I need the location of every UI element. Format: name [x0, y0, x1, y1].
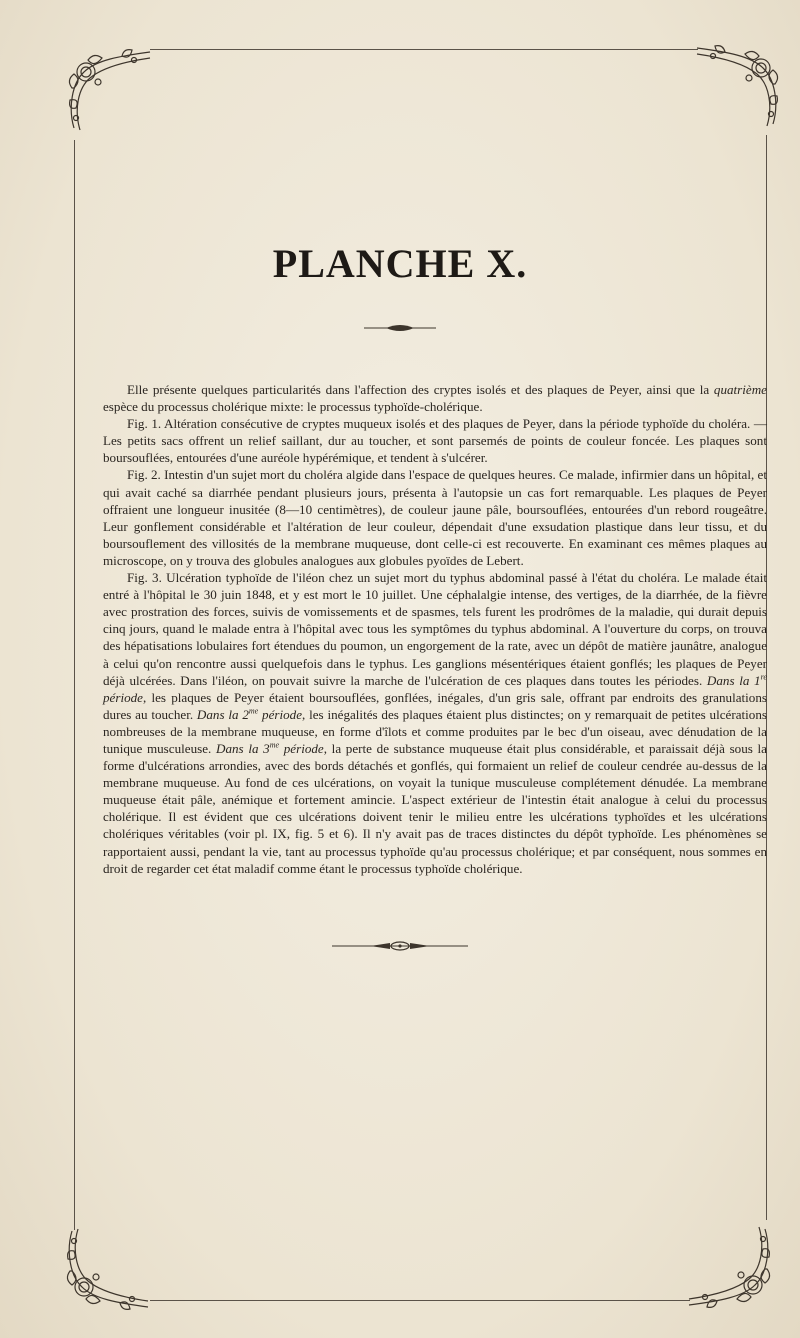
period-1-label: Dans la 1re période [103, 672, 767, 705]
corner-ornament-top-right [690, 44, 785, 139]
corner-ornament-top-left [62, 48, 157, 143]
end-ornament [330, 940, 470, 952]
frame-left-line [74, 140, 75, 1230]
fig1-paragraph: Fig. 1. Altération consécutive de cryptes muqueux isolés et des plaques de Peyer, dans la période typhoïde du choléra. — Les petits sacs offrent un relief saillant, dur au toucher, et sont parsemés de points de couleur foncée. Les plaques sont boursouflées, entourées d'une auréole hypérémique, et tendent à s'ulcérer. [103, 416, 767, 466]
frame-bottom-line [150, 1300, 690, 1301]
fig2-paragraph: Fig. 2. Intestin d'un sujet mort du choléra algide dans l'espace de quelques heures. Ce malade, infirmier dans un hôpital, et qui avait caché sa diarrhée pendant plusieurs jours, présenta à l'autopsie un cas fort remarquable. Les plaques de Peyer offraient une longueur inusitée (8—10 centimètres), de couleur jaune pâle, boursouflées, entourées d'un rebord rougeâtre. Leur gonflement considérable et l'altération de leur couleur, dépendait d'une exsudation plastique dans leur tissu, et du boursouflement des villosités de la membrane muqueuse, dont celle-ci est recouverte. En examinant ces mêmes plaques au microscope, on y trouva des globules analogues aux globules pyoïdes de Lebert. [103, 467, 767, 568]
intro-paragraph: Elle présente quelques particularités dans l'affection des cryptes isolés et des plaques de Peyer, ainsi que la quatrième espèce du processus cholérique mixte: le processus typhoïde-cholérique. [103, 382, 767, 415]
page-title: PLANCHE X. [272, 241, 528, 286]
period-2-label: Dans la $2^{me}$ période [196, 706, 303, 722]
title-ornament [362, 322, 438, 334]
body-text [103, 381, 767, 877]
corner-ornament-bottom-left [60, 1216, 155, 1311]
corner-ornament-bottom-right [682, 1214, 777, 1309]
frame-top-line [150, 49, 698, 50]
fig3-paragraph: Fig. 3. Ulcération typhoïde de l'iléon chez un sujet mort du typhus abdominal passé à l'état du choléra. Le malade était entré à l'hôpital le 30 juin 1848, et y est mort le 10 juillet. Une céphalalgie intense, des vertiges, de la diarrhée, de la fièvre avec prostration des forces, suivis de vomissements et de spasmes, tels furent les prodrômes de la maladie, qui durait depuis cinq jours, quand le malade entra à l'hôpital avec tous les symptômes du typhus abdominal. A l'ouverture du corps, on trouva des hépatisations lobulaires fort étendues du poumon, un engorgement de la rate, avec un dépôt de matière jaunâtre, analogue à celui qu'on rencontre aussi quelquefois dans le typhus. Les ganglions mésentériques étaient gonflés; les plaques de Peyer déjà ulcérées. Dans l'iléon, on pouvait suivre la marche de l'ulcération de ces plaques dans toutes les périodes. Dans la 1re période, les plaques de Peyer étaient boursouflées, gonflées, inégales, d'un gris sale, offrant par endroits des granulations dures au toucher. Dans la $2^{me}$ période, les inégalités des plaques étaient plus distinctes; on y remarquait de petites ulcérations nombreuses de la membrane muqueuse, en forme d'îlots et comme produites par le bec d'un oiseau, avec dénudation de la tunique musculeuse. Dans la $3^{me}$ période, la perte de substance muqueuse était plus considérable, et paraissait déjà sous la forme d'ulcérations arrondies, avec des bords détachés et gonflés, qui formaient un relief de couleur cendrée au-dessus de la membrane muqueuse. Au fond de ces ulcérations, on voyait la tunique musculeuse complétement dénudée. La membrane muqueuse était pâle, anémique et fortement amincie. L'aspect extérieur de l'intestin était analogue à celui du processus cholérique. Il est évident que ces ulcérations doivent tenir le milieu entre les ulcérations typhoïdes et les ulcérations cholériques véritables (voir pl. IX, fig. 5 et 6). Il n'y avait pas de traces distinctes du dépôt typhoïde. Les phénomènes se rapportaient aussi, pendant la vie, tant au processus typhoïde qu'au processus cholérique; et par conséquent, nous sommes en droit de regarder cet état maladif comme étant le processus typhoïde cholérique. [103, 570, 767, 876]
period-3-label: Dans la $3^{me}$ période [216, 740, 324, 756]
